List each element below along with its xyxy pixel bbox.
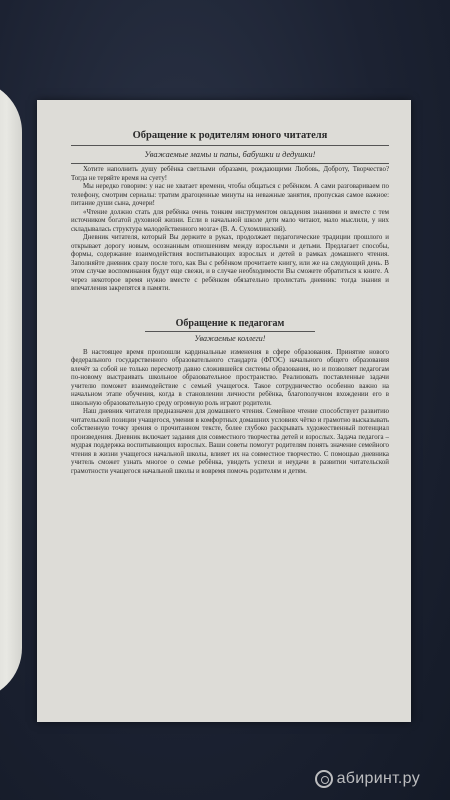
parents-paragraph: «Чтение должно стать для ребёнка очень тонким инструментом овладения знаниями и вместе с тем источником богатой духовной жизни. Если в начальной школе дети мало читают, мало мыслили, у них складывалась структура малодейственного мозга» (В. А. Сухомлинский). — [71, 208, 389, 233]
greeting-rule — [71, 163, 389, 164]
parents-section — [71, 130, 389, 294]
title-rule — [71, 145, 389, 146]
teachers-paragraph: В настоящее время произошли кардинальные изменения в сфере образования. Принятие нового федерального государственного образовательного стандарта (ФГОС) начального общего образования влечёт за собой не только пересмотр давно сложившейся системы образования, но и позволяет педагогам по-новому выстраивать школьное образовательное пространство. Реализовать поставленные задачи учителю поможет взаимодействие с семьей учащегося. Такое сотрудничество особенно важно на начальном этапе обучения, когда в становлении личности ребёнка, благополучном вхождении его в школьную образовательную среду огромную роль играют родители. — [71, 348, 389, 407]
page-content — [71, 130, 389, 480]
teachers-paragraph: Наш дневник читателя предназначен для домашнего чтения. Семейное чтение способствует развитию читательской позиции учащегося, умения в комфортных домашних условиях чётко и грамотно высказывать собственную точку зрения о прочитанном тексте, более глубоко раскрывать художественный потенциал произведения. Дневник включает задания для совместного творчества детей и взрослых. Задача педагога – мудрая поддержка воспитывающих взрослых. Ваши советы помогут родителям понять значение семейного чтения в жизни учащегося начальной школы, влияет их на совместное творчество. С помощью дневника учитель сможет узнать многое о семье ребёнка, увидеть успехи и неудачи в развитии читательской грамотности учащегося начальной школы и вовремя помочь родителям и детям. — [71, 408, 389, 475]
teachers-title-rule — [145, 331, 315, 332]
parents-paragraph: Мы нередко говорим: у нас не хватает времени, чтобы общаться с ребёнком. А сами разговариваем по телефону, смотрим сериалы: тратим драгоценные минуты на неважные занятия, пропуская самое важное: питание души сына, дочери! — [71, 183, 389, 207]
watermark-text: абиринт.ру — [336, 770, 420, 787]
book-page — [37, 100, 411, 722]
labirint-logo-icon — [315, 770, 333, 788]
teachers-title: Обращение к педагогам — [175, 317, 285, 329]
labirint-watermark — [315, 770, 420, 788]
parents-paragraph: Хотите наполнить душу ребёнка светлыми образами, рождающими Любовь, Доброту, Творчество? Тогда не теряйте время на суету! — [71, 166, 389, 182]
teachers-section — [71, 318, 389, 477]
parents-title: Обращение к родителям юного читателя — [132, 130, 328, 141]
left-page-edge — [0, 80, 22, 700]
parents-paragraph: Дневник читателя, который Вы держите в руках, продолжает педагогические традиции прошлого и открывает дорогу новым, осознанным отношениям между взрослыми и детьми. Предлагает способы, формы, содержание взаимодействия воспитывающих взрослых и детей в рамках домашнего чтения. Заполняйте дневник сразу после того, как Вы с ребёнком прочитаете книгу, или же на следующий день. В этом случае воспоминания будут еще свежи, и в случае необходимости Вы сможете обратиться к книге. А через некоторое время нужно вместе с ребёнком обязательно пролистать дневник: тогда знания и впечатления закрепятся в памяти. — [71, 234, 389, 292]
parents-greeting: Уважаемые мамы и папы, бабушки и дедушки! — [144, 149, 316, 159]
teachers-greeting: Уважаемые коллеги! — [194, 333, 266, 343]
